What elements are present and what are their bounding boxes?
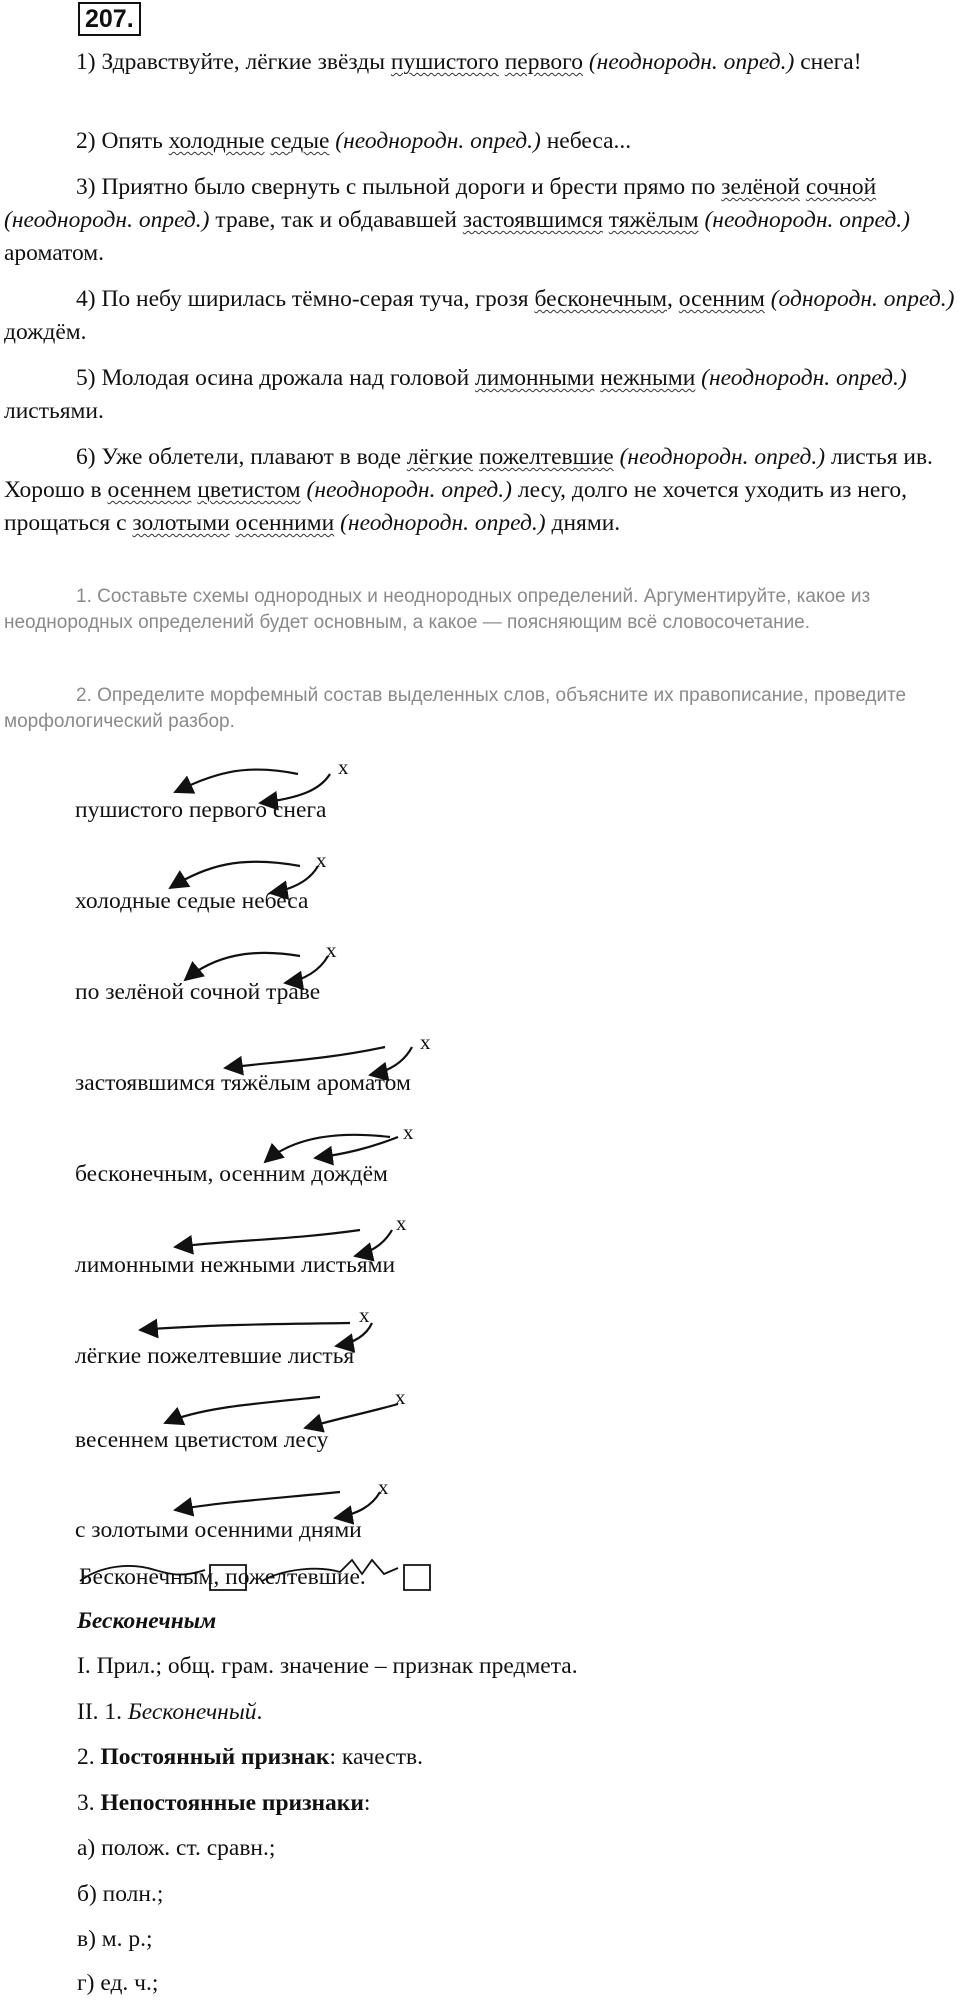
ending: ым [182, 1564, 214, 1590]
note: (неоднородн. опред.) [588, 49, 795, 75]
stem: пожелтевш [225, 1564, 337, 1590]
underlined-word: нежными [600, 365, 696, 391]
underlined-word: осенним [678, 286, 765, 312]
underlined-word: холодные [168, 128, 265, 154]
arc-outer-7 [140, 1323, 350, 1330]
note: (неоднородн. опред.) [4, 207, 210, 233]
x-mark: x [403, 1120, 414, 1144]
underlined-word: лёгкие [406, 444, 474, 470]
analysis-line-2 [77, 1697, 262, 1727]
note: (неоднородн. опред.) [335, 128, 541, 154]
arc-outer-5 [265, 1135, 390, 1162]
text: 2. [77, 1744, 101, 1770]
underlined-word: осенними [235, 510, 335, 536]
x-mark: x [326, 938, 337, 962]
text: дождём. [4, 319, 87, 345]
text: 3. [77, 1790, 101, 1816]
text: . [256, 1699, 263, 1725]
text: : качеств. [329, 1744, 423, 1770]
analysis-line-4 [77, 1788, 370, 1818]
task-2: 2. Определите морфемный состав выделенных слов, объясните их правописание, проведите морфологический разбор. [4, 685, 907, 732]
arc-outer-3 [185, 953, 300, 980]
text: Бесконечный [127, 1699, 257, 1725]
separator: . [359, 1564, 366, 1590]
text: снега! [794, 49, 862, 75]
underlined-word: зелёной [721, 174, 801, 200]
text: траве, так и обдававшей [209, 207, 463, 233]
arc-outer-6 [175, 1230, 360, 1247]
sentence-5 [4, 362, 956, 428]
separator: , [213, 1564, 226, 1590]
scheme-phrase: бесконечным, осенним дождём [75, 1161, 388, 1187]
analysis-line-3 [77, 1742, 423, 1772]
scheme-phrase: лимонными нежными листьями [75, 1252, 396, 1278]
arc-inner-5 [315, 1137, 398, 1158]
stem: Бесконечн [79, 1564, 183, 1590]
scheme-phrase: холодные седые небеса [75, 888, 309, 914]
underlined-word: первого [504, 49, 583, 75]
underlined-word: бесконечным [534, 286, 668, 312]
sentence-6 [4, 441, 956, 540]
note: (неоднородн. опред.) [619, 444, 826, 470]
x-mark: x [316, 848, 327, 872]
scheme-phrase: лёгкие пожелтевшие листья [75, 1343, 355, 1369]
arc-outer-9 [175, 1492, 340, 1510]
underlined-word: лимонными [475, 365, 595, 391]
arc-outer-2 [170, 862, 300, 888]
morpheme-line [79, 1562, 366, 1592]
scheme-phrase: по зелёной сочной траве [75, 979, 321, 1005]
analysis-line-1: I. Прил.; общ. грам. значение – признак предмета. [77, 1653, 578, 1679]
note: (неоднородн. опред.) [340, 510, 546, 536]
arc-outer-1 [175, 769, 298, 792]
x-mark: x [359, 1303, 370, 1327]
underlined-word: застоявшимся [462, 207, 603, 233]
scheme-phrase: весеннем цветистом лесу [75, 1427, 329, 1453]
sentence-4 [4, 283, 956, 349]
text: днями. [545, 510, 621, 536]
underlined-word: тяжёлым [608, 207, 699, 233]
text: небеса... [540, 128, 632, 154]
x-mark: x [338, 755, 349, 779]
x-mark: x [420, 1030, 431, 1054]
text: 2) Опять [76, 128, 169, 154]
task-1: 1. Составьте схемы однородных и неоднородных определений. Аргументируйте, какое из неоднородных определений будет основным, а какое — поясняющим всё словосочетание. [4, 586, 871, 633]
underlined-word: осеннем [107, 477, 192, 503]
note: (неоднородн. опред.) [704, 207, 910, 233]
underlined-word: сочной [805, 174, 877, 200]
text: лесу, долго не хочется уходить из него, прощаться с [4, 477, 907, 536]
exercise-number: 207. [78, 2, 141, 36]
text: листья ив. Хорошо в [4, 444, 933, 503]
text: 5) Молодая осина дрожала над головой [76, 365, 476, 391]
scheme-phrase: пушистого первого снега [75, 797, 327, 823]
scheme-phrase: застоявшимся тяжёлым ароматом [75, 1070, 411, 1096]
analysis-item: в) м. р.; [77, 1926, 153, 1952]
text: 1) Здравствуйте, лёгкие звёзды [76, 49, 391, 75]
x-mark: x [396, 1211, 407, 1235]
note: (неоднородн. опред.) [701, 365, 907, 391]
text: 4) По небу ширилась тёмно-серая туча, грозя [76, 286, 535, 312]
scheme-phrase: с золотыми осенними днями [75, 1517, 362, 1543]
x-mark: x [378, 1475, 389, 1499]
text: листьями. [4, 398, 104, 424]
underlined-word: пожелтевшие [478, 444, 614, 470]
text: 6) Уже облетели, плавают в воде [76, 444, 407, 470]
analysis-item: а) полож. ст. сравн.; [77, 1835, 276, 1861]
text: II. 1. [77, 1699, 128, 1725]
underlined-word: пушистого [390, 49, 499, 75]
arc-outer-4 [225, 1047, 385, 1068]
ending: ие [336, 1564, 360, 1590]
text: Непостоянные признаки [100, 1790, 364, 1816]
analysis-item: г) ед. ч.; [77, 1970, 159, 1996]
arc-outer-8 [165, 1397, 320, 1423]
sentence-1 [4, 46, 956, 79]
note: (неоднородн. опред.) [306, 477, 513, 503]
analysis-item: б) полн.; [77, 1881, 164, 1907]
underlined-word: цветистом [197, 477, 301, 503]
note: (однородн. опред.) [770, 286, 955, 312]
ending-box-2 [404, 1565, 430, 1590]
text: ароматом. [4, 240, 105, 266]
underlined-word: золотыми [132, 510, 230, 536]
text: , [667, 286, 679, 312]
text: : [363, 1790, 371, 1816]
analysis-heading: Бесконечным [77, 1608, 217, 1634]
text: Постоянный признак [100, 1744, 330, 1770]
x-mark: x [395, 1385, 406, 1409]
sentence-2 [4, 125, 956, 158]
underlined-word: седые [270, 128, 330, 154]
text: 3) Приятно было свернуть с пыльной дороги и брести прямо по [76, 174, 722, 200]
sentence-3 [4, 171, 956, 270]
